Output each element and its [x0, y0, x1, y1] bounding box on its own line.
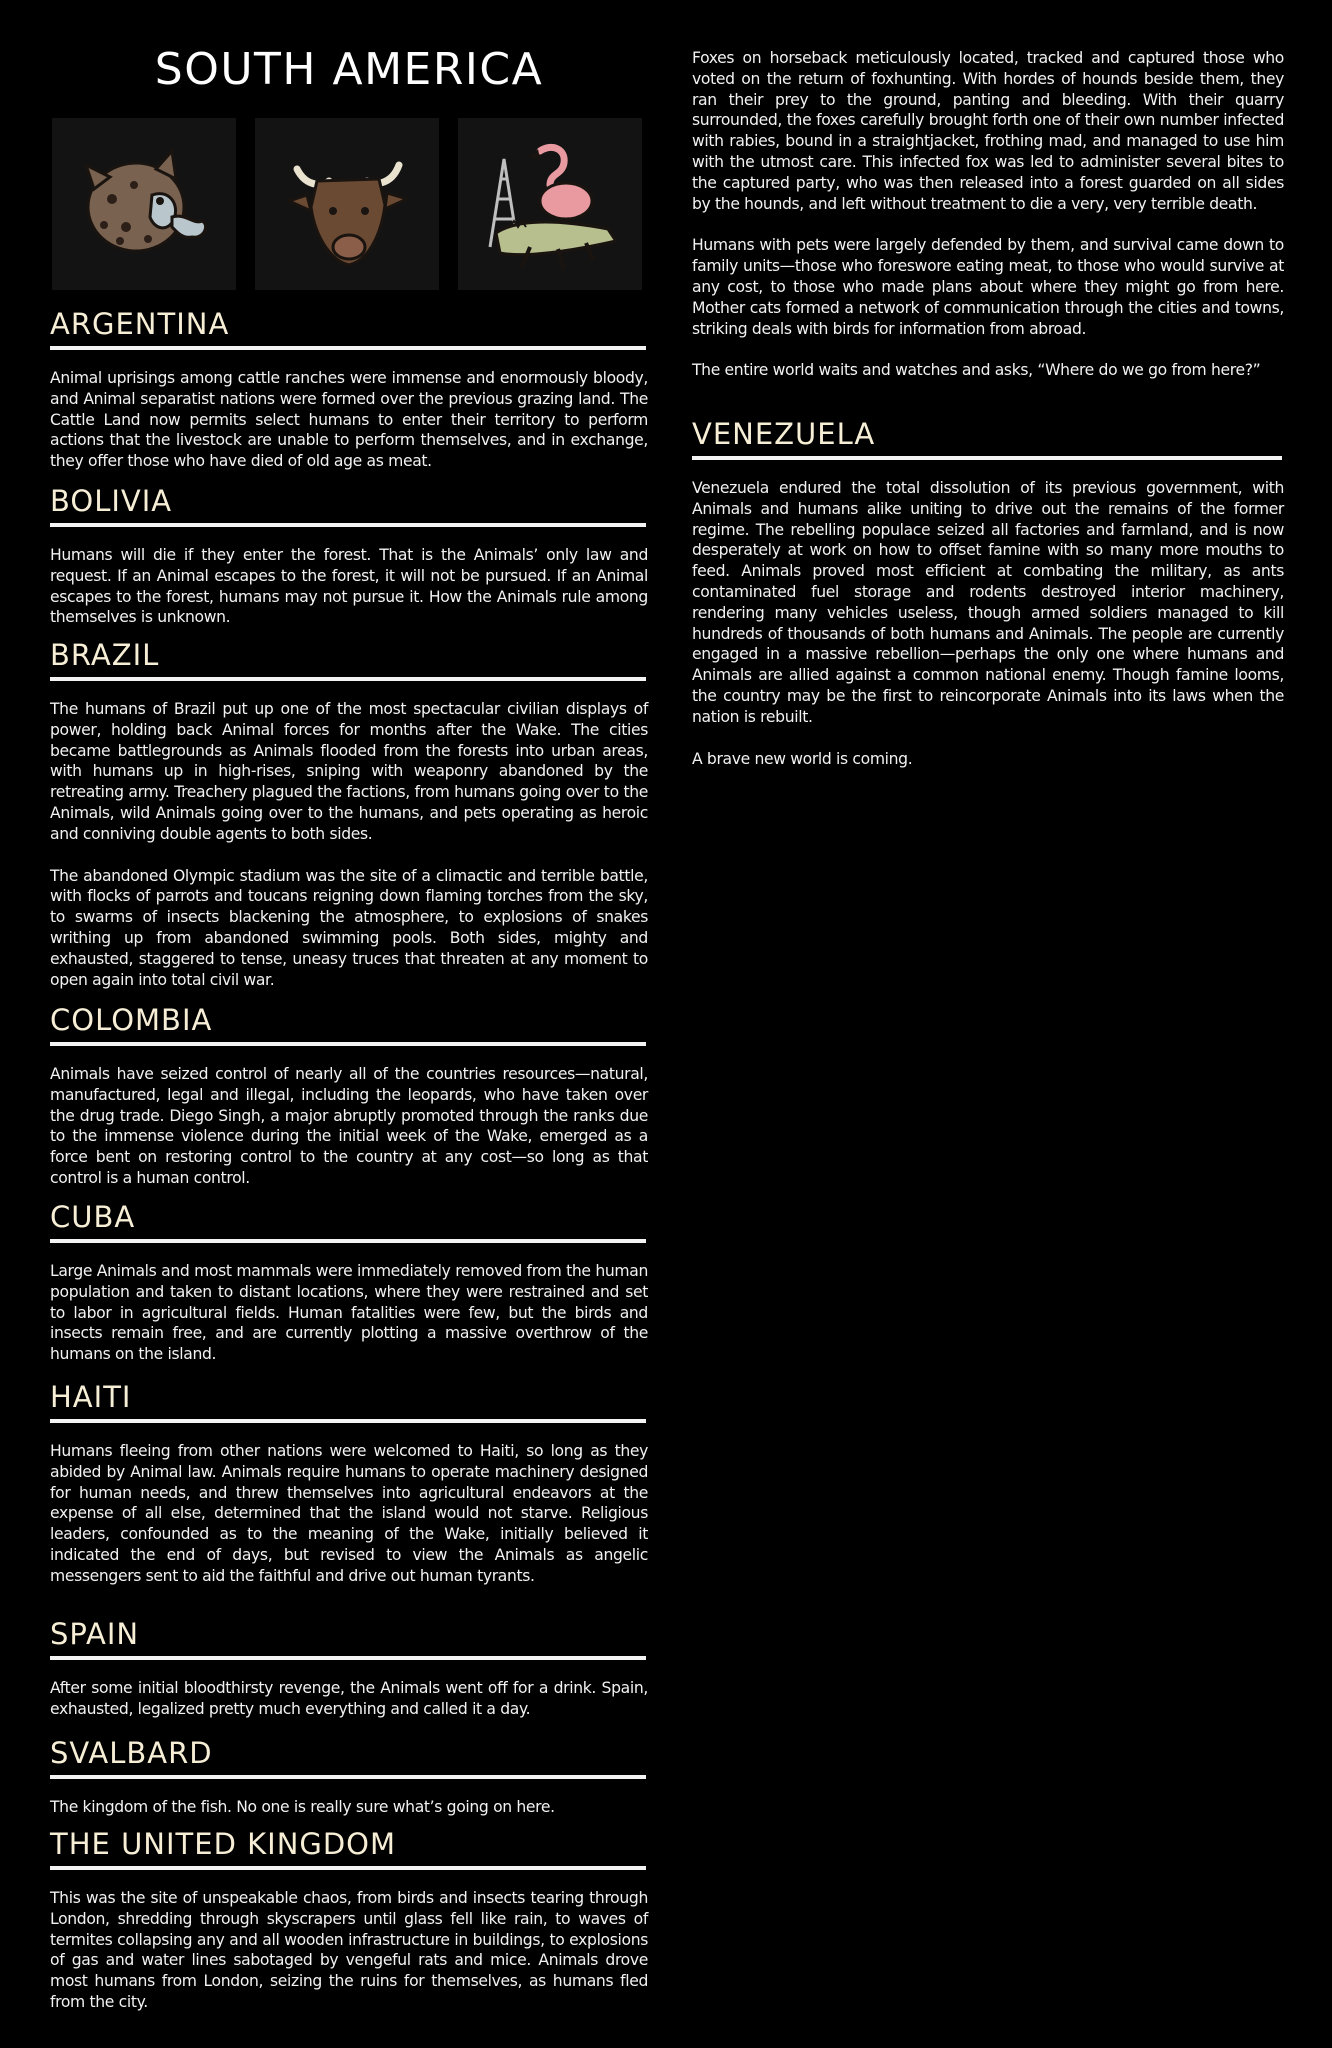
section-paragraph: Animals have seized control of nearly all of the countries resources—natural, manufactured, legal and illegal, including the leopards, who have taken over the drug trade. Diego Singh, a major abruptly promoted through the ranks due to the immense violence during the initial week of the Wake, emerged as a force bent on restoring control to the country at any cost—so long as that control is a human control.	[50, 1065, 648, 1187]
section-bolivia	[50, 483, 648, 628]
section-paragraph: Foxes on horseback meticulously located, tracked and captured those who voted on the return of foxhunting. With hordes of hounds beside them, they ran their prey to the ground, panting and bleeding. With their quarry surrounded, the foxes carefully brought forth one of their own number infected with rabies, bound in a straightjacket, frothing mad, and managed to use him with the utmost care. This infected fox was led to administer several bites to the captured party, who was then released into a forest guarded on all sides by the hounds, and left without treatment to die a very, very terrible death.	[692, 49, 1284, 213]
section-heading: COLOMBIA	[50, 1003, 213, 1037]
section-paragraph: Humans will die if they enter the forest. That is the Animals’ only law and request. If an Animal escapes to the forest, it will not be pursued. If an Animal escapes to the forest, humans may not pursue it. How the Animals rule among themselves is unknown.	[50, 546, 648, 627]
heading-rule	[50, 677, 646, 681]
section-paragraph: A brave new world is coming.	[692, 749, 913, 768]
section-haiti	[50, 1379, 648, 1587]
section-heading: CUBA	[50, 1200, 136, 1234]
heading-rule	[692, 456, 1282, 460]
section-heading: BRAZIL	[50, 638, 160, 672]
bull-tile	[255, 118, 439, 290]
heading-rule	[50, 1775, 646, 1779]
section-svalbard	[50, 1735, 648, 1818]
section-paragraph: Large Animals and most mammals were immediately removed from the human population and taken to distant locations, where they were restrained and set to labor in agricultural fields. Human fatalities were few, but the birds and insects remain free, and are currently plotting a massive overthrow of the humans on the island.	[50, 1262, 648, 1364]
section-colombia	[50, 1002, 648, 1189]
heading-rule	[50, 1042, 646, 1046]
leopard-tile	[52, 118, 236, 290]
section-paragraph: Venezuela endured the total dissolution of its previous government, with Animals and humans alike uniting to drive out the remains of the former regime. The rebelling populace seized all factories and farmland, and is now desperately at work on how to offset famine with so many more mouths to feed. Animals proved most efficient at combating the military, as ants contaminated fuel storage and rodents destroyed interior machinery, rendering many vehicles useless, though armed soldiers managed to kill hundreds of thousands of both humans and Animals. The people are currently engaged in a massive rebellion—perhaps the only one where humans and Animals are allied against a common national enemy. Though famine looms, the country may be the first to reincorporate Animals into its laws when the nation is rebuilt.	[692, 479, 1284, 726]
section-paragraph: Humans with pets were largely defended by them, and survival came down to family units—those who foreswore eating meat, to those who would survive at any cost, to those who made plans about where they might go from here. Mother cats formed a network of communication through the cities and towns, striking deals with birds for information from abroad.	[692, 236, 1284, 338]
section-heading: THE UNITED KINGDOM	[50, 1827, 397, 1861]
flamingo-alligator-icon	[470, 129, 630, 279]
section-heading: SVALBARD	[50, 1736, 213, 1770]
section-heading: SPAIN	[50, 1617, 140, 1651]
heading-rule	[50, 523, 646, 527]
icon-strip	[52, 118, 642, 290]
section-brazil	[50, 637, 648, 990]
section-paragraph: The kingdom of the fish. No one is really sure what’s going on here.	[50, 1798, 555, 1816]
heading-rule	[50, 1419, 646, 1423]
section-paragraph: The humans of Brazil put up one of the most spectacular civilian displays of power, holding back Animal forces for months after the Wake. The cities became battlegrounds as Animals flooded from the forests into urban areas, with humans up in high-rises, sniping with weaponry abandoned by the retreating army. Treachery plagued the factions, from humans going over to the Animals, wild Animals going over to the humans, and pets operating as heroic and conniving double agents to both sides.	[50, 700, 648, 843]
leopard-icon	[64, 129, 224, 279]
flamingo-alligator-tile	[458, 118, 642, 290]
section-paragraph: Animal uprisings among cattle ranches were immense and enormously bloody, and Animal separatist nations were formed over the previous grazing land. The Cattle Land now permits select humans to enter their territory to perform actions that the livestock are unable to perform themselves, and in exchange, they offer those who have died of old age as meat.	[50, 369, 648, 471]
section-spain	[50, 1616, 648, 1720]
section-uk-continued	[692, 48, 1284, 381]
heading-rule	[50, 1239, 646, 1243]
section-uk	[50, 1826, 648, 2013]
heading-rule	[50, 1656, 646, 1660]
heading-rule	[50, 346, 646, 350]
section-paragraph: Humans fleeing from other nations were welcomed to Haiti, so long as they abided by Animal law. Animals require humans to operate machinery designed for human needs, and threw themselves into agricultural endeavors at the expense of all else, determined that the island would not starve. Religious leaders, confounded as to the meaning of the Wake, initially believed it indicated the end of days, but revised to view the Animals as angelic messengers sent to aid the faithful and drive out human tyrants.	[50, 1442, 648, 1585]
section-paragraph: After some initial bloodthirsty revenge, the Animals went off for a drink. Spain, exhausted, legalized pretty much everything and called it a day.	[50, 1679, 648, 1718]
section-paragraph: The entire world waits and watches and asks, “Where do we go from here?”	[692, 361, 1261, 380]
section-heading: HAITI	[50, 1380, 132, 1414]
heading-rule	[50, 1866, 646, 1870]
section-heading: ARGENTINA	[50, 307, 230, 341]
section-paragraph: The abandoned Olympic stadium was the site of a climactic and terrible battle, with flocks of parrots and toucans reigning down flaming torches from the sky, to swarms of insects blackening the atmosphere, to explosions of snakes writhing up from abandoned swimming pools. Both sides, mighty and exhausted, staggered to tense, uneasy truces that threaten at any moment to open again into total civil war.	[50, 866, 648, 989]
section-heading: BOLIVIA	[50, 484, 173, 518]
bull-icon	[267, 129, 427, 279]
section-argentina	[50, 306, 648, 472]
section-heading: VENEZUELA	[692, 417, 876, 451]
page-title: SOUTH AMERICA	[154, 44, 544, 95]
section-venezuela	[692, 416, 1284, 769]
section-paragraph: This was the site of unspeakable chaos, from birds and insects tearing through London, shredding through skyscrapers until glass fell like rain, to waves of termites collapsing any and all wooden infrastructure in buildings, to explosions of gas and water lines sabotaged by vengeful rats and mice. Animals drove most humans from London, seizing the ruins for themselves, as humans fled from the city.	[50, 1889, 648, 2011]
section-cuba	[50, 1199, 648, 1365]
